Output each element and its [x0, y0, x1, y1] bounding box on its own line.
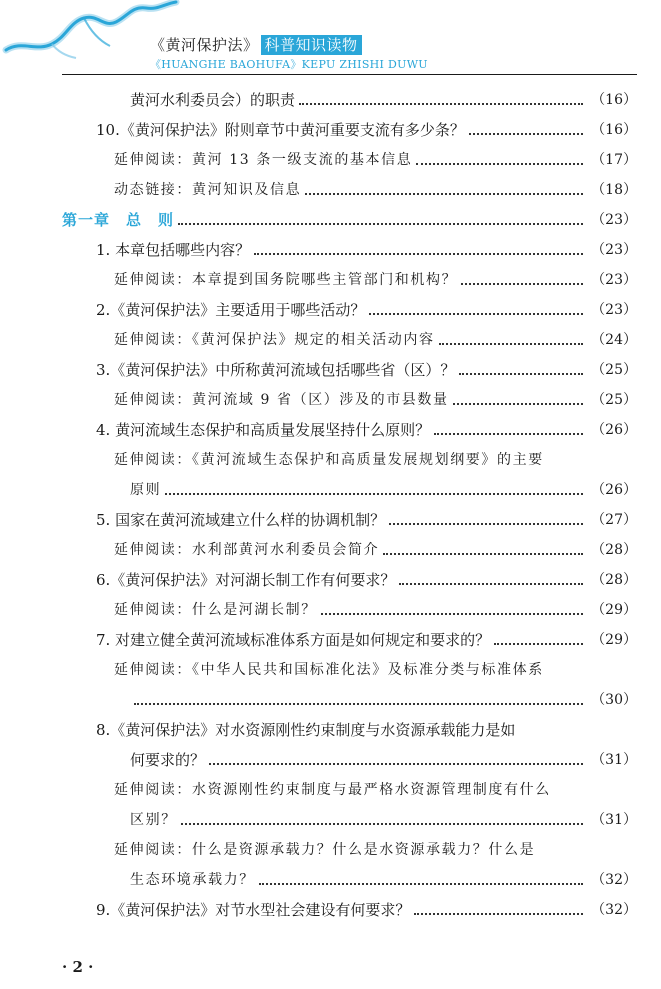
toc-entry-label: 10.《黄河保护法》附则章节中黄河重要支流有多少条？ [96, 121, 465, 139]
toc-leader-dots [383, 553, 583, 555]
header-title [150, 34, 362, 55]
toc-page-number: （26） [591, 482, 637, 498]
toc-entry [0, 268, 661, 292]
toc-leader-dots [389, 523, 583, 525]
toc-leader-dots [305, 193, 583, 195]
toc-page-number: （30） [591, 692, 637, 708]
toc-page-number: （25） [591, 362, 637, 378]
toc-entry [0, 238, 661, 262]
toc-entry [0, 748, 661, 772]
toc-entry [0, 118, 661, 142]
toc-entry [0, 88, 661, 112]
toc-entry-label: 何要求的？ [130, 751, 206, 769]
toc-entry-label: 9.《黄河保护法》对节水型社会建设有何要求？ [96, 901, 411, 919]
toc-leader-dots [459, 373, 583, 375]
toc-leader-dots [494, 643, 583, 645]
toc-entry [0, 688, 661, 712]
toc-entry [0, 718, 661, 742]
toc-page-number: （17） [591, 152, 637, 168]
toc-leader-dots [434, 433, 583, 435]
toc-entry-label: 区别？ [130, 812, 177, 828]
toc-entry-label: 6.《黄河保护法》对河湖长制工作有何要求？ [96, 571, 396, 589]
toc-page-number: （23） [591, 272, 637, 288]
toc-leader-dots [369, 313, 583, 315]
toc-leader-dots [439, 343, 583, 345]
toc-entry-label: 黄河水利委员会）的职责 [130, 91, 296, 109]
page-header [0, 0, 661, 80]
toc-page-number: （26） [591, 422, 637, 438]
toc-entry-label: 延伸阅读：《黄河流域生态保护和高质量发展规划纲要》的主要 [114, 452, 544, 468]
header-title-highlight: 科普知识读物 [261, 35, 362, 55]
toc-leader-dots [299, 103, 583, 105]
toc-entry [0, 448, 661, 472]
toc-entry [0, 328, 661, 352]
toc-page-number: （29） [591, 602, 637, 618]
toc-chapter-entry [0, 208, 661, 232]
toc-page-number: （31） [591, 812, 637, 828]
header-divider [62, 74, 637, 75]
toc-entry [0, 808, 661, 832]
toc-entry [0, 298, 661, 322]
page-number: · 2 · [62, 958, 94, 976]
toc-entry-label: 延伸阅读：水资源刚性约束制度与最严格水资源管理制度有什么 [114, 782, 551, 798]
toc-entry [0, 658, 661, 682]
toc-leader-dots [416, 163, 583, 165]
toc-entry [0, 898, 661, 922]
toc-entry [0, 358, 661, 382]
toc-leader-dots [453, 403, 583, 405]
toc-entry-label: 动态链接：黄河知识及信息 [114, 182, 302, 198]
toc-entry-label: 延伸阅读：《中华人民共和国标准化法》及标准分类与标准体系 [114, 662, 544, 678]
toc-entry [0, 568, 661, 592]
toc-leader-dots [181, 823, 583, 825]
toc-entry-label: 5. 国家在黄河流域建立什么样的协调机制？ [96, 511, 386, 529]
toc-entry-label: 生态环境承载力？ [130, 872, 255, 888]
toc-leader-dots [165, 493, 583, 495]
toc-entry-label: 延伸阅读：本章提到国务院哪些主管部门和机构？ [114, 272, 458, 288]
toc-entry [0, 628, 661, 652]
toc-page-number: （23） [591, 212, 637, 228]
toc-leader-dots [469, 133, 583, 135]
toc-page-number: （23） [591, 242, 637, 258]
toc-entry-label: 原则 [130, 482, 162, 498]
toc-page-number: （32） [591, 872, 637, 888]
toc-entry [0, 598, 661, 622]
toc-entry-label: 2.《黄河保护法》主要适用于哪些活动？ [96, 301, 366, 319]
toc-entry [0, 388, 661, 412]
toc-page-number: （16） [591, 122, 637, 138]
toc-entry-label: 1. 本章包括哪些内容？ [96, 241, 251, 259]
toc-page-number: （32） [591, 902, 637, 918]
toc-entry [0, 478, 661, 502]
toc-page-number: （29） [591, 632, 637, 648]
toc-leader-dots [414, 913, 583, 915]
toc-page-number: （18） [591, 182, 637, 198]
toc-leader-dots [209, 763, 583, 765]
toc-entry [0, 148, 661, 172]
toc-page-number: （25） [591, 392, 637, 408]
toc-leader-dots [461, 283, 583, 285]
toc-entry [0, 778, 661, 802]
toc-leader-dots [399, 583, 583, 585]
toc-entry-label: 第一章 总 则 [62, 211, 175, 229]
toc-page-number: （23） [591, 302, 637, 318]
toc-entry [0, 838, 661, 862]
toc-entry-label: 3.《黄河保护法》中所称黄河流域包括哪些省（区）？ [96, 361, 456, 379]
toc-entry-label: 延伸阅读：黄河流域 9 省（区）涉及的市县数量 [114, 392, 449, 408]
toc-entry-label: 延伸阅读：什么是河湖长制？ [114, 602, 317, 618]
toc-page-number: （31） [591, 752, 637, 768]
toc-entry-label: 8.《黄河保护法》对水资源刚性约束制度与水资源承载能力是如 [96, 721, 516, 739]
toc-leader-dots [178, 223, 583, 225]
toc-entry-label: 延伸阅读：水利部黄河水利委员会简介 [114, 542, 380, 558]
toc-page-number: （16） [591, 92, 637, 108]
toc-entry [0, 178, 661, 202]
toc-leader-dots [134, 703, 583, 705]
toc-entry [0, 868, 661, 892]
toc-entry [0, 538, 661, 562]
toc-page-number: （28） [591, 572, 637, 588]
toc-leader-dots [321, 613, 583, 615]
toc-page-number: （24） [591, 332, 637, 348]
toc-leader-dots [259, 883, 583, 885]
toc-entry-label: 7. 对建立健全黄河流域标准体系方面是如何规定和要求的？ [96, 631, 491, 649]
toc-entry-label: 延伸阅读：什么是资源承载力？什么是水资源承载力？什么是 [114, 842, 536, 858]
header-title-prefix: 《黄河保护法》 [150, 36, 259, 54]
toc-page-number: （28） [591, 542, 637, 558]
toc-entry-label: 延伸阅读：《黄河保护法》规定的相关活动内容 [114, 332, 435, 348]
toc-entry-label: 延伸阅读：黄河 13 条一级支流的基本信息 [114, 152, 413, 168]
toc-entry [0, 418, 661, 442]
toc-entry [0, 508, 661, 532]
header-subtitle: 《HUANGHE BAOHUFA》KEPU ZHISHI DUWU [150, 58, 428, 71]
toc-page-number: （27） [591, 512, 637, 528]
toc-leader-dots [254, 253, 583, 255]
toc-entry-label: 4. 黄河流域生态保护和高质量发展坚持什么原则？ [96, 421, 431, 439]
